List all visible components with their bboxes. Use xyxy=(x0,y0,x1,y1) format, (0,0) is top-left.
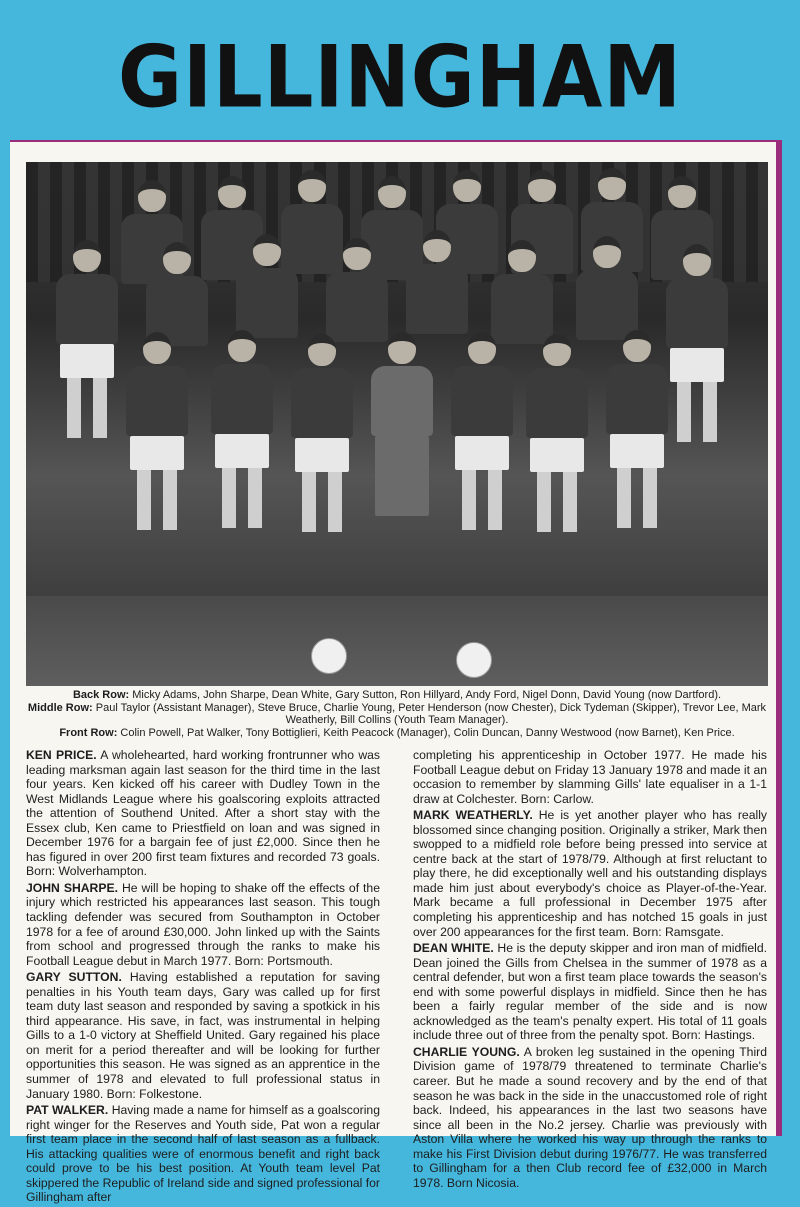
caption-row-names: Paul Taylor (Assistant Manager), Steve Bruce, Charlie Young, Peter Henderson (now Chester), Dick Tydeman (Skipper), Trevor Lee, Mark Weatherly, Bill Collins (Youth Team Manager). xyxy=(95,701,767,726)
player-figure xyxy=(606,330,668,528)
player-figure xyxy=(406,230,468,334)
caption-row-label: Front Row: xyxy=(59,726,118,739)
pitch-ground xyxy=(26,596,768,686)
caption-row-names: Colin Powell, Pat Walker, Tony Bottiglieri, Keith Peacock (Manager), Colin Duncan, Danny Westwood (now Barnet), Ken Price. xyxy=(120,726,735,739)
player-figure xyxy=(491,240,553,344)
profiles-right-column xyxy=(413,748,767,1192)
football xyxy=(311,638,347,674)
manager-figure xyxy=(371,332,433,516)
profile-text: Having made a name for himself as a goalscoring right winger for the Reserves and Youth side, Pat won a regular first team place in the second half of last season as a fullback. His attacking qualities were of enormous benefit and right back could prove to be his best position. At Youth team level Pat skippered the Republic of Ireland side and signed professional for Gillingham after xyxy=(26,1103,380,1205)
player-figure xyxy=(236,234,298,338)
player-figure xyxy=(576,236,638,340)
profile-name: GARY SUTTON. xyxy=(26,970,122,985)
profile-paragraph xyxy=(413,941,767,1043)
content-sheet xyxy=(10,140,782,1205)
player-figure xyxy=(526,334,588,532)
caption-front-row xyxy=(26,727,768,740)
profile-paragraph xyxy=(26,881,380,968)
page-title: GILLINGHAM xyxy=(117,28,683,128)
profile-name: JOHN SHARPE. xyxy=(26,880,118,895)
profile-continuation: completing his apprenticeship in October 1977. He made his Football League debut on Friday 13 January 1978 and made it an occasion to remember by slamming Gills' late equaliser in a 1-1 draw at Colchester. Born: Carlow. xyxy=(413,748,767,806)
profile-name: KEN PRICE. xyxy=(26,748,97,762)
player-figure xyxy=(146,242,208,346)
profile-text: A wholehearted, hard working frontrunner who was leading marksman again last season for the third time in the last four years. Ken kicked off his career with Dudley Town in the West Midlands League where his goalscoring exploits attracted the attention of Southend United. After a short stay with the Essex club, Ken came to Priestfield on loan and was signed in December 1976 for a bargain fee of just £2,000. Since then he has figured in over 200 first team fixtures and recorded 73 goals. Born: Wolverhampton. xyxy=(26,748,380,879)
player-figure xyxy=(451,332,513,530)
profile-text: He is the deputy skipper and iron man of midfield. Dean joined the Gills from Chelsea in the summer of 1978 as a central defender, but won a first team place towards the season's end with some powerful displays in midfield. Since then he has been a fairly regular member of the side and is now acknowledged as the team's penalty expert. His total of 11 goals include three out of three from the penalty spot. Born: Hastings. xyxy=(413,941,767,1043)
caption-row-label: Middle Row: xyxy=(27,701,93,714)
profile-paragraph xyxy=(413,1045,767,1190)
profile-text: He is yet another player who has really blossomed since changing position. Originally a striker, Mark then swopped to a midfield role before being pressed into service at centre back at the start of 1978/79. Although at first reluctant to play there, he did exceptionally well and his outstanding displays made him just about everybody's choice as Player-of-the-Year. Mark became a full professional in December 1975 after completing his apprenticeship and has notched 15 goals in just over 200 appearances for the first team. Born: Ramsgate. xyxy=(413,808,767,939)
caption-middle-row xyxy=(26,702,768,727)
profile-name: MARK WEATHERLY. xyxy=(413,808,533,823)
team-photo xyxy=(26,162,768,686)
profile-text: A broken leg sustained in the opening Third Division game of 1978/79 threatened to terminate Charlie's career. But he made a sound recovery and by the end of that season he was back in the side in the unaccustomed role of right back. Indeed, his appearances in the last two seasons have since all been in the No.2 jersey. Charlie was previously with Aston Villa where he worked his way up through the ranks to make his First Division debut during 1976/77. He was transferred to Gillingham for a then Club record fee of £32,000 in March 1978. Born Nicosia. xyxy=(413,1044,767,1190)
player-figure xyxy=(211,330,273,528)
profile-text: Having established a reputation for saving penalties in his Youth team days, Gary was called up for first team duty last season and responded by saving a spotkick in his third appearance. His save, in fact, was instrumental in helping Gills to a 1-0 victory at Sheffield United. Gary regained his place on merit for a period thereafter and will be looking for further opportunities this season. He was signed as an apprentice in the summer of 1978 and elevated to full professional status in January 1980. Born: Folkestone. xyxy=(26,970,380,1101)
photo-caption xyxy=(26,689,768,739)
player-figure xyxy=(56,240,118,438)
profile-paragraph xyxy=(26,748,380,879)
player-figure xyxy=(291,334,353,532)
profile-paragraph xyxy=(26,1103,380,1205)
profiles-left-column xyxy=(26,748,380,1207)
profile-name: CHARLIE YOUNG. xyxy=(413,1044,520,1059)
player-figure xyxy=(666,244,728,442)
profile-name: DEAN WHITE. xyxy=(413,941,494,956)
caption-row-label: Back Row: xyxy=(72,689,130,701)
profile-paragraph xyxy=(26,970,380,1101)
player-figure xyxy=(126,332,188,530)
profile-paragraph xyxy=(413,808,767,939)
caption-row-names: Micky Adams, John Sharpe, Dean White, Gary Sutton, Ron Hillyard, Andy Ford, Nigel Donn, David Young (now Dartford). xyxy=(132,689,722,701)
caption-back-row xyxy=(26,689,768,702)
football xyxy=(456,642,492,678)
profile-text: He will be hoping to shake off the effects of the injury which restricted his appearances last season. This tough tackling defender was secured from Southampton in October 1978 for a fee of around £30,000. John linked up with the Saints from school and progressed through the ranks to make his Football League debut in March 1977. Born: Portsmouth. xyxy=(26,880,380,968)
profile-name: PAT WALKER. xyxy=(26,1103,109,1118)
player-figure xyxy=(326,238,388,342)
